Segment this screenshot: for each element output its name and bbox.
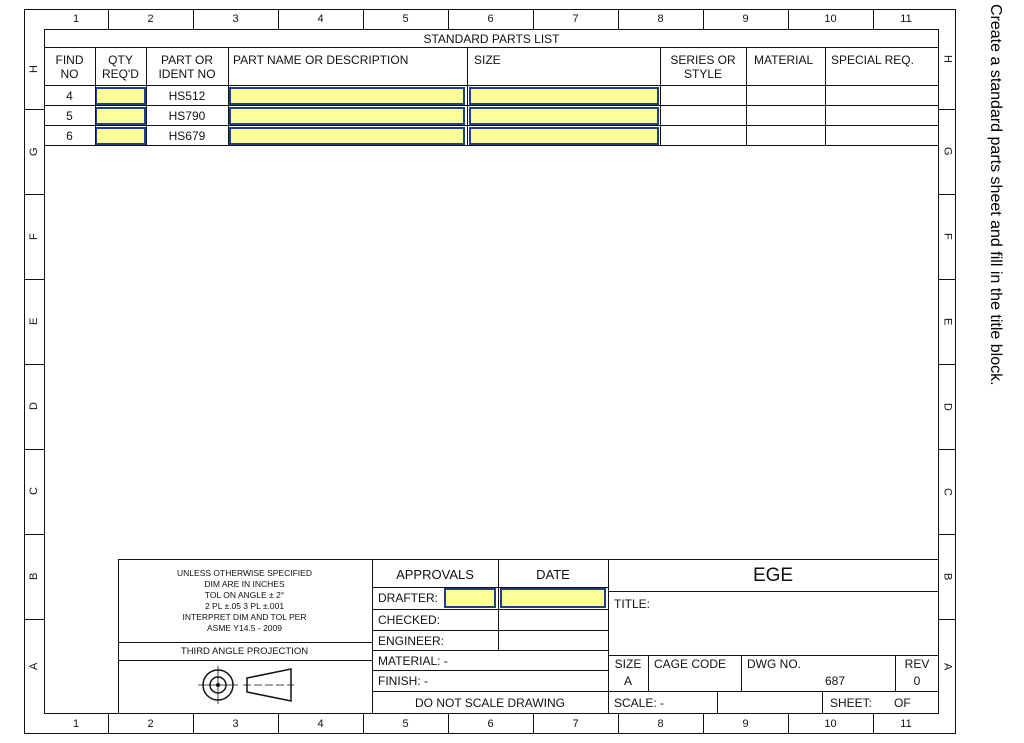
tb-scale-right (717, 691, 718, 714)
do-not-scale-label: DO NOT SCALE DRAWING (414, 695, 566, 710)
parts-col-5 (660, 47, 661, 145)
size-field-row-2[interactable] (469, 107, 659, 125)
tb-dwg-right (895, 655, 896, 691)
zone-col-top-7: 7 (572, 13, 579, 25)
tb-drafter-rule (372, 609, 608, 610)
cage-code-label: CAGE CODE (654, 657, 727, 671)
tb-title-rule (608, 655, 939, 656)
zone-col-top-6: 6 (487, 13, 494, 25)
zone-row-left-G: G (28, 147, 40, 156)
parts-rule-title (44, 47, 939, 48)
zone-col-bottom-4: 4 (317, 718, 324, 730)
tb-left (118, 559, 119, 714)
zone-col-top-11: 11 (900, 13, 912, 25)
tb-size-right (648, 655, 649, 691)
zone-col-bottom-7: 7 (572, 718, 579, 730)
zone-row-right-H: H (941, 55, 954, 63)
tb-top (118, 559, 939, 560)
parts-list-title: STANDARD PARTS LIST (423, 31, 560, 46)
description-field-row-1[interactable] (229, 87, 465, 105)
zone-row-right-C: C (941, 487, 954, 496)
zone-col-bottom-11: 11 (900, 718, 912, 730)
parts-col-2 (146, 47, 147, 145)
header-find-no-label: FIND NO (55, 53, 84, 81)
company-name: EGE (752, 565, 794, 586)
row-3-part: HS679 (168, 128, 206, 143)
header-find-no (44, 50, 95, 84)
material-label: MATERIAL: - (378, 654, 448, 668)
zone-row-right-F: F (941, 233, 954, 240)
dwg-no-label: DWG NO. (747, 657, 801, 671)
zone-col-bottom-9: 9 (742, 718, 749, 730)
tb-cage-right (741, 655, 742, 691)
header-qty-label: QTY REQ'D (102, 53, 139, 81)
note-line-3: TOL ON ANGLE ± 2° (204, 590, 285, 600)
tb-proj-top (118, 642, 372, 643)
tb-engineer-rule (372, 650, 608, 651)
size-label: SIZE (614, 657, 642, 671)
zone-col-top-5: 5 (402, 13, 409, 25)
scale-label: SCALE: - (614, 695, 665, 710)
zone-row-right-A: A (941, 662, 954, 671)
drafter-date-field[interactable] (500, 588, 606, 608)
note-line-2: DIM ARE IN INCHES (204, 579, 285, 589)
tb-proj-bottom (118, 660, 372, 661)
parts-rule-row2 (44, 125, 939, 126)
row-3-find-no: 6 (66, 128, 73, 143)
zone-row-right-D: D (941, 402, 954, 411)
engineer-label: ENGINEER: (378, 634, 445, 648)
tolerance-notes (118, 560, 371, 642)
zone-col-bottom-3: 3 (232, 718, 239, 730)
zone-row-left-C: C (28, 487, 40, 496)
zone-col-bottom-6: 6 (487, 718, 494, 730)
title-label: TITLE: (614, 597, 651, 611)
zone-row-left-A: A (28, 662, 40, 671)
third-angle-projection-icon (195, 664, 295, 706)
parts-col-4 (467, 47, 468, 145)
zone-col-bottom-2: 2 (147, 718, 154, 730)
note-line-5: INTERPRET DIM AND TOL PER (182, 612, 307, 622)
note-line-1: UNLESS OTHERWISE SPECIFIED (177, 568, 312, 578)
row-2-part: HS790 (168, 108, 206, 123)
sheet-of-label: OF (894, 695, 911, 710)
zone-col-bottom-8: 8 (657, 718, 664, 730)
parts-rule-bottom (44, 145, 939, 146)
row-1-find-no: 4 (66, 88, 73, 103)
zone-col-top-9: 9 (742, 13, 749, 25)
row-1-part: HS512 (168, 88, 206, 103)
zone-col-bottom-5: 5 (402, 718, 409, 730)
parts-col-7 (825, 47, 826, 145)
zone-col-top-2: 2 (147, 13, 154, 25)
size-field-row-3[interactable] (469, 127, 659, 145)
tb-approvals-rule (372, 587, 608, 588)
row-2-find-no: 5 (66, 108, 73, 123)
header-series (660, 50, 746, 84)
size-field-row-1[interactable] (469, 87, 659, 105)
zone-row-left-F: F (28, 233, 40, 240)
tb-checked-rule (372, 630, 608, 631)
note-line-6: ASME Y14.5 - 2009 (207, 623, 282, 633)
tb-material-rule (372, 670, 608, 671)
finish-label: FINISH: - (378, 674, 428, 688)
sheet-label: SHEET: (830, 695, 873, 710)
header-part-ident-label: PART OR IDENT NO (158, 53, 216, 81)
dwg-no-value: 687 (824, 674, 846, 688)
approvals-label: APPROVALS (396, 566, 474, 582)
zone-row-right-G: G (941, 147, 954, 156)
zone-row-right-B: B (941, 572, 954, 581)
qty-field-row-2[interactable] (95, 107, 146, 125)
zone-col-bottom-1: 1 (72, 718, 80, 730)
checked-label: CHECKED: (378, 613, 441, 627)
qty-field-row-3[interactable] (95, 127, 146, 145)
qty-field-row-1[interactable] (95, 87, 146, 105)
date-label: DATE (536, 566, 570, 582)
zone-row-left-D: D (28, 402, 40, 411)
header-size: SIZE (474, 53, 501, 67)
projection-label: THIRD ANGLE PROJECTION (180, 645, 309, 657)
zone-col-top-1: 1 (72, 13, 80, 25)
tb-company-rule (608, 591, 939, 592)
zone-col-top-8: 8 (657, 13, 664, 25)
rev-value: 0 (913, 674, 921, 688)
rev-label: REV (904, 657, 930, 671)
parts-rule-row1 (44, 105, 939, 106)
description-field-row-3[interactable] (229, 127, 465, 145)
parts-rule-header (44, 85, 939, 86)
drafter-name-field[interactable] (444, 588, 496, 608)
zone-row-right-E: E (941, 317, 954, 326)
note-line-4: 2 PL ±.05 3 PL ±.001 (204, 601, 285, 611)
zone-col-top-4: 4 (317, 13, 324, 25)
parts-col-1 (95, 47, 96, 145)
zone-col-bottom-10: 10 (824, 718, 837, 730)
zone-row-left-B: B (28, 572, 40, 581)
header-series-label: SERIES OR STYLE (670, 53, 736, 81)
tb-sheet-left (822, 691, 823, 714)
zone-row-left-H: H (28, 65, 40, 73)
instruction-text: Create a standard parts sheet and fill in the title block. (987, 4, 1004, 386)
header-special: SPECIAL REQ. (831, 53, 914, 67)
parts-col-6 (746, 47, 747, 145)
tb-date-left (498, 559, 499, 651)
header-material: MATERIAL (754, 53, 814, 67)
parts-col-3 (228, 47, 229, 145)
header-qty (95, 50, 146, 84)
tb-finish-rule (372, 691, 939, 692)
size-value: A (623, 674, 632, 688)
zone-row-left-E: E (28, 317, 40, 326)
header-part-ident (146, 50, 228, 84)
header-description: PART NAME OR DESCRIPTION (233, 53, 409, 67)
drafter-label: DRAFTER: (378, 591, 438, 605)
zone-col-top-3: 3 (232, 13, 239, 25)
zone-col-top-10: 10 (824, 13, 837, 25)
description-field-row-2[interactable] (229, 107, 465, 125)
